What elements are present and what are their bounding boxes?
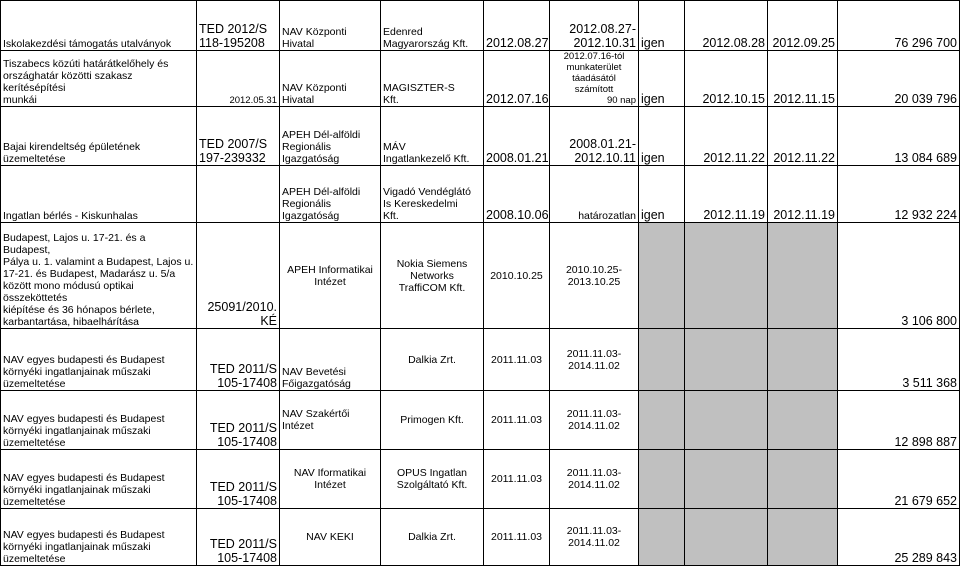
amount-cell: 13 084 689 [838, 107, 960, 166]
amount-cell: 76 296 700 [838, 1, 960, 51]
contractor-cell: Dalkia Zrt. [381, 509, 484, 566]
issuer-cell: NAV Iformatikai Intézet [280, 450, 381, 509]
blank-cell [768, 509, 838, 566]
description-cell: Iskolakezdési támogatás utalványok [1, 1, 197, 51]
blank-cell [639, 450, 685, 509]
blank-cell [768, 391, 838, 450]
status-cell: igen [639, 1, 685, 51]
period-cell: 2008.01.21- 2012.10.11 [550, 107, 639, 166]
description-cell: Tiszabecs közúti határátkelőhely és országhatár közötti szakasz kerítésépítési munkái [1, 51, 197, 107]
table-row [1, 391, 960, 450]
contractor-cell: MAGISZTER-S Kft. [381, 51, 484, 107]
reference-cell [197, 166, 280, 223]
blank-cell [685, 391, 768, 450]
reference-cell: TED 2011/S 105-17408 [197, 391, 280, 450]
description-cell: NAV egyes budapesti és Budapest környéki ingatlanjainak műszaki üzemeltetése [1, 329, 197, 391]
contract-date-cell: 2011.11.03 [484, 329, 550, 391]
contractor-cell: MÁV Ingatlankezelő Kft. [381, 107, 484, 166]
amount-cell: 20 039 796 [838, 51, 960, 107]
contract-date-cell: 2008.10.06 [484, 166, 550, 223]
blank-cell [768, 223, 838, 329]
blank-cell [768, 450, 838, 509]
contractor-cell: Dalkia Zrt. [381, 329, 484, 391]
period-cell: 2011.11.03- 2014.11.02 [550, 391, 639, 450]
amount-cell: 3 106 800 [838, 223, 960, 329]
contract-date-cell: 2011.11.03 [484, 450, 550, 509]
date-2-cell: 2012.09.25 [768, 1, 838, 51]
table-row [1, 509, 960, 566]
period-cell: 2010.10.25- 2013.10.25 [550, 223, 639, 329]
contractor-cell: Edenred Magyarország Kft. [381, 1, 484, 51]
contract-date-cell: 2011.11.03 [484, 391, 550, 450]
issuer-cell: NAV Központi Hivatal [280, 51, 381, 107]
period-cell: határozatlan [550, 166, 639, 223]
description-cell: Budapest, Lajos u. 17-21. és a Budapest, Pálya u. 1. valamint a Budapest, Lajos u. 17-21. és Budapest, Madarász u. 5/a között mono módusú optikai összeköttetés kiépítése és 36 hónapos bérlete, karbantartása, hibaelhárítása [1, 223, 197, 329]
description-cell: NAV egyes budapesti és Budapest környéki ingatlanjainak műszaki üzemeltetése [1, 450, 197, 509]
blank-cell [685, 223, 768, 329]
contract-date-cell: 2010.10.25 [484, 223, 550, 329]
amount-cell: 12 898 887 [838, 391, 960, 450]
blank-cell [639, 329, 685, 391]
contract-date-cell: 2011.11.03 [484, 509, 550, 566]
issuer-cell: NAV Szakértői Intézet [280, 391, 381, 450]
date-1-cell: 2012.11.22 [685, 107, 768, 166]
table-row [1, 166, 960, 223]
issuer-cell: NAV Központi Hivatal [280, 1, 381, 51]
reference-cell: TED 2007/S 197-239332 [197, 107, 280, 166]
issuer-cell: APEH Dél-alföldi Regionális Igazgatóság [280, 107, 381, 166]
blank-cell [639, 391, 685, 450]
blank-cell [639, 509, 685, 566]
date-1-cell: 2012.11.19 [685, 166, 768, 223]
description-cell: NAV egyes budapesti és Budapest környéki ingatlanjainak műszaki üzemeltetése [1, 509, 197, 566]
issuer-cell: NAV KEKI [280, 509, 381, 566]
date-2-cell: 2012.11.19 [768, 166, 838, 223]
description-cell: Bajai kirendeltség épületének üzemeltetése [1, 107, 197, 166]
description-cell: Ingatlan bérlés - Kiskunhalas [1, 166, 197, 223]
contractor-cell: Vigadó Vendéglátó Is Kereskedelmi Kft. [381, 166, 484, 223]
status-cell: igen [639, 107, 685, 166]
status-cell: igen [639, 51, 685, 107]
contract-date-cell: 2012.07.16 [484, 51, 550, 107]
period-cell: 2011.11.03- 2014.11.02 [550, 509, 639, 566]
reference-cell: 25091/2010. KÉ [197, 223, 280, 329]
amount-cell: 3 511 368 [838, 329, 960, 391]
period-cell: 2011.11.03- 2014.11.02 [550, 450, 639, 509]
issuer-cell: APEH Dél-alföldi Regionális Igazgatóság [280, 166, 381, 223]
reference-cell: TED 2011/S 105-17408 [197, 509, 280, 566]
blank-cell [685, 509, 768, 566]
table-row [1, 223, 960, 329]
date-2-cell: 2012.11.15 [768, 51, 838, 107]
date-1-cell: 2012.10.15 [685, 51, 768, 107]
reference-cell: TED 2011/S 105-17408 [197, 329, 280, 391]
table-row [1, 1, 960, 51]
description-cell: NAV egyes budapesti és Budapest környéki ingatlanjainak műszaki üzemeltetése [1, 391, 197, 450]
reference-cell: TED 2012/S 118-195208 [197, 1, 280, 51]
table-row [1, 107, 960, 166]
blank-cell [685, 450, 768, 509]
amount-cell: 25 289 843 [838, 509, 960, 566]
contract-date-cell: 2012.08.27 [484, 1, 550, 51]
table-row [1, 450, 960, 509]
period-cell: 2012.07.16-tól munkaterület táadásától számított 90 nap [550, 51, 639, 107]
table-row [1, 51, 960, 107]
blank-cell [639, 223, 685, 329]
amount-cell: 21 679 652 [838, 450, 960, 509]
blank-cell [685, 329, 768, 391]
contractor-cell: Primogen Kft. [381, 391, 484, 450]
period-cell: 2011.11.03- 2014.11.02 [550, 329, 639, 391]
contractor-cell: Nokia Siemens Networks TraffiCOM Kft. [381, 223, 484, 329]
issuer-cell: NAV Bevetési Főigazgatóság [280, 329, 381, 391]
period-cell: 2012.08.27- 2012.10.31 [550, 1, 639, 51]
amount-cell: 12 932 224 [838, 166, 960, 223]
table-row [1, 329, 960, 391]
date-2-cell: 2012.11.22 [768, 107, 838, 166]
blank-cell [768, 329, 838, 391]
date-1-cell: 2012.08.28 [685, 1, 768, 51]
contractor-cell: OPUS Ingatlan Szolgáltató Kft. [381, 450, 484, 509]
issuer-cell: APEH Informatikai Intézet [280, 223, 381, 329]
reference-cell: TED 2011/S 105-17408 [197, 450, 280, 509]
reference-cell: 2012.05.31 [197, 51, 280, 107]
status-cell: igen [639, 166, 685, 223]
contract-date-cell: 2008.01.21 [484, 107, 550, 166]
